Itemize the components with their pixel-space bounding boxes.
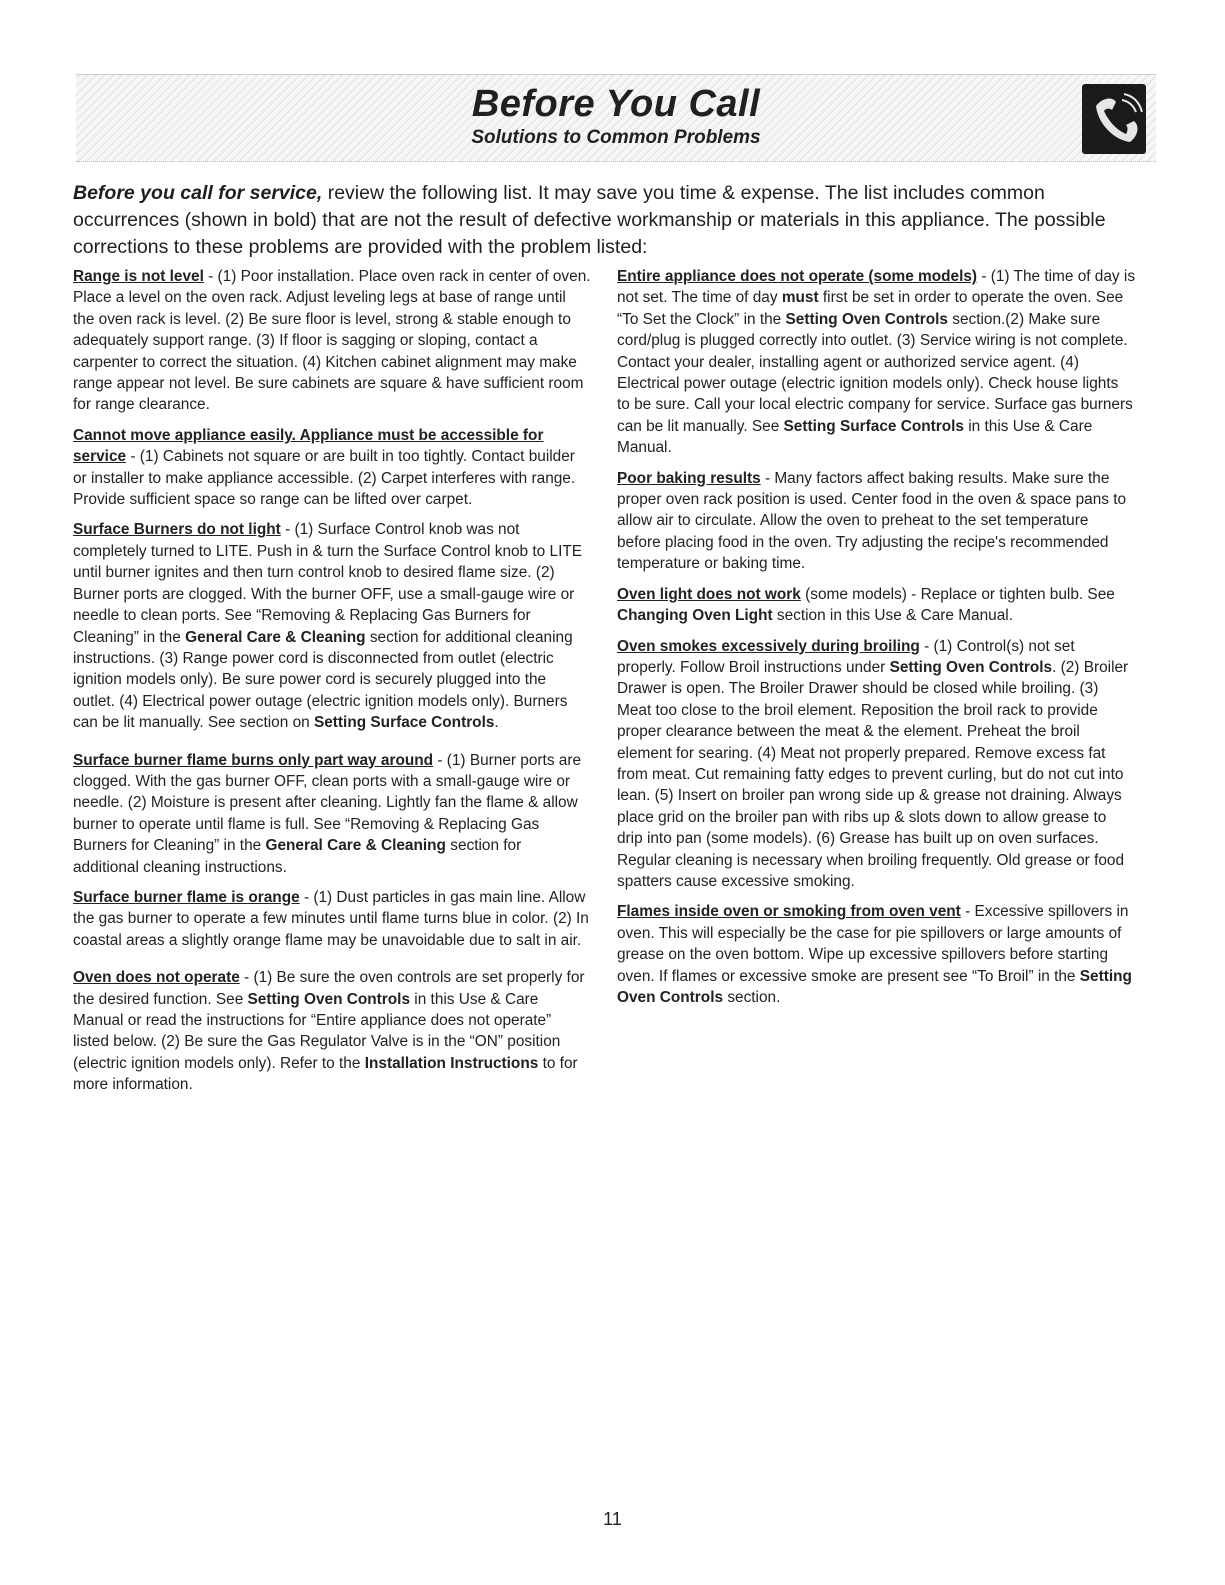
problem-text: section for additional cleaning instructions. <box>73 837 522 876</box>
problem-title: Cannot move appliance easily. Appliance must be accessible for service <box>73 426 544 466</box>
problem-text: section for additional cleaning instructions. (3) Range power cord is disconnected from outlet (electric ignition models only). Be sure power cord is securely plugged into the outlet. (4) Electrical power outage (electric ignition models only). Burners can be lit manually. See section on <box>73 628 573 732</box>
intro-paragraph <box>73 180 1153 261</box>
section-reference: must <box>781 289 819 307</box>
problem-text: first be set in order to operate the oven. See “To Set the Clock” in the <box>617 289 1124 328</box>
section-reference: Setting Oven Controls <box>889 658 1053 676</box>
intro-text: review the following list. It may save you time & expense. The list includes common occurrences (shown in bold) that are not the result of defective workmanship or materials in this appliance. The possible corrections to these problems are provided with the problem listed: <box>73 182 1106 258</box>
problem-text: (some models) - Replace or tighten bulb. See <box>800 585 1115 603</box>
problem-text: - Excessive spillovers in oven. This will especially be the case for pie spillovers or large amounts of grease on the oven bottom. Wipe up excessive spillovers before starting oven. If flames or excessive smoke are present see “To Broil” in the <box>617 903 1129 985</box>
telephone-handset-icon <box>1082 84 1146 154</box>
problem-title: Oven does not operate <box>73 969 240 987</box>
problem-item <box>617 901 1135 1008</box>
section-reference: General Care & Cleaning <box>185 628 366 646</box>
problem-item <box>73 519 591 733</box>
problem-title: Oven light does not work <box>617 585 801 603</box>
problem-text: in this Use & Care Manual. <box>617 417 1093 457</box>
section-reference: Setting Oven Controls <box>617 967 1132 1006</box>
problem-title: Oven smokes excessively during broiling <box>617 637 920 655</box>
page-subtitle: Solutions to Common Problems <box>471 127 761 148</box>
header-band <box>76 74 1156 162</box>
section-reference: Changing Oven Light <box>617 607 773 625</box>
problem-item <box>617 468 1135 575</box>
problem-title: Surface Burners do not light <box>73 521 281 539</box>
problem-item <box>617 266 1135 459</box>
problem-text: in this Use & Care Manual or read the instructions for “Entire appliance does not operate” listed below. (2) Be sure the Gas Regulator Valve is in the “ON” position (electric ignition models only). Refer to the <box>73 990 561 1072</box>
intro-lead: Before you call for service, <box>73 182 323 204</box>
problem-item <box>73 750 591 878</box>
problem-title: Range is not level <box>73 268 204 285</box>
problem-item <box>73 887 591 951</box>
problem-text: section.(2) Make sure cord/plug is plugged correctly into outlet. (3) Service wiring is not complete. Contact your dealer, installing agent or authorized service agent. (4) Electrical power outage (electric ignition models only). Check house lights to be sure. Call your local electric company for service. Surface gas burners can be lit manually. See <box>617 310 1133 435</box>
problem-item <box>73 425 591 511</box>
section-reference: Setting Oven Controls <box>247 990 411 1008</box>
problem-text: - (1) Poor installation. Place oven rack in center of oven. Place a level on the oven rack. Adjust leveling legs at base of range until the oven rack is level. (2) Be sure floor is level, strong & stable enough to adequately support range. (3) If floor is sagging or sloping, contact a carpenter to correct the situation. (4) Kitchen cabinet alignment may make range appear not level. Be sure cabinets are square & have sufficient room for range clearance. <box>73 268 591 414</box>
problem-text: - (1) Be sure the oven controls are set properly for the desired function. See <box>73 969 585 1008</box>
page-title: Before You Call <box>471 83 761 125</box>
problem-title: Poor baking results <box>617 469 761 487</box>
problem-text: - (1) Control(s) not set properly. Follow Broil instructions under <box>617 637 1075 676</box>
problem-text: - (1) Dust particles in gas main line. Allow the gas burner to operate a few minutes until flame turns blue in color. (2) In coastal areas a slightly orange flame may be unavoidable due to salt in air. <box>73 888 589 949</box>
problem-text: . (2) Broiler Drawer is open. The Broiler Drawer should be closed while broiling. (3) Meat too close to the broil element. Reposition the broil rack to provide proper clearance between the meat & the element. Preheat the broil element for searing. (4) Meat not properly prepared. Remove excess fat from meat. Cut remaining fatty edges to prevent curling, but do not cut into lean. (5) Insert on broiler pan wrong side up & grease not draining. Always place grid on the broiler pan with ribs up & slots down to allow grease to drip into pan (some models). (6) Grease has built up on oven surfaces. Regular cleaning is necessary when broiling frequently. Old grease or food spatters cause excessive smoking. <box>617 658 1129 890</box>
problem-text: - Many factors affect baking results. Make sure the proper oven rack position is used. Center food in the oven & space pans to allow air to circulate. Allow the oven to preheat to the set temperature before placing food in the oven. Try adjusting the recipe's recommended temperature or baking time. <box>617 469 1127 573</box>
problem-text: - (1) Burner ports are clogged. With the gas burner OFF, clean ports with a small-gauge wire or needle. (2) Moisture is present after cleaning. Lightly fan the flame & allow burner to operate until flame is full. See “Removing & Replacing Gas Burners for Cleaning” in the <box>73 751 582 855</box>
problem-item <box>73 967 591 1095</box>
section-reference: Setting Surface Controls <box>313 714 495 732</box>
problem-text: section. <box>723 989 781 1006</box>
page-number: 11 <box>603 1509 622 1529</box>
section-reference: Setting Oven Controls <box>785 310 948 328</box>
section-reference: General Care & Cleaning <box>265 837 446 855</box>
section-reference: Setting Surface Controls <box>783 417 964 435</box>
problem-text: - (1) Surface Control knob was not completely turned to LITE. Push in & turn the Surface Control knob to LITE until burner ignites and then turn control knob to desired flame size. (2) Burner ports are clogged. With the burner OFF, use a small-gauge wire or needle to clean ports. See “Removing & Replacing Gas Burners for Cleaning” in the <box>73 521 583 646</box>
right-column <box>617 266 1135 1017</box>
problem-text: to for more information. <box>73 1054 578 1094</box>
problem-text: . <box>494 714 499 732</box>
problem-title: Surface burner flame burns only part way around <box>73 751 434 769</box>
problem-item <box>73 266 591 416</box>
problem-text: - (1) Cabinets not square or are built in too tightly. Contact builder or installer to make appliance accessible. (2) Carpet interferes with range. Provide sufficient space so range can be lifted over carpet. <box>73 448 576 509</box>
problem-title: Flames inside oven or smoking from oven vent <box>617 903 961 921</box>
problem-text: - (1) The time of day is not set. The time of day <box>617 268 1136 307</box>
problem-title: Surface burner flame is orange <box>73 888 300 906</box>
problem-title: Entire appliance does not operate (some models) <box>617 268 978 285</box>
section-reference: Installation Instructions <box>364 1054 539 1072</box>
left-column <box>73 266 591 1105</box>
problem-text: section in this Use & Care Manual. <box>772 607 1013 625</box>
problem-item <box>617 636 1135 893</box>
problem-item <box>617 584 1135 627</box>
